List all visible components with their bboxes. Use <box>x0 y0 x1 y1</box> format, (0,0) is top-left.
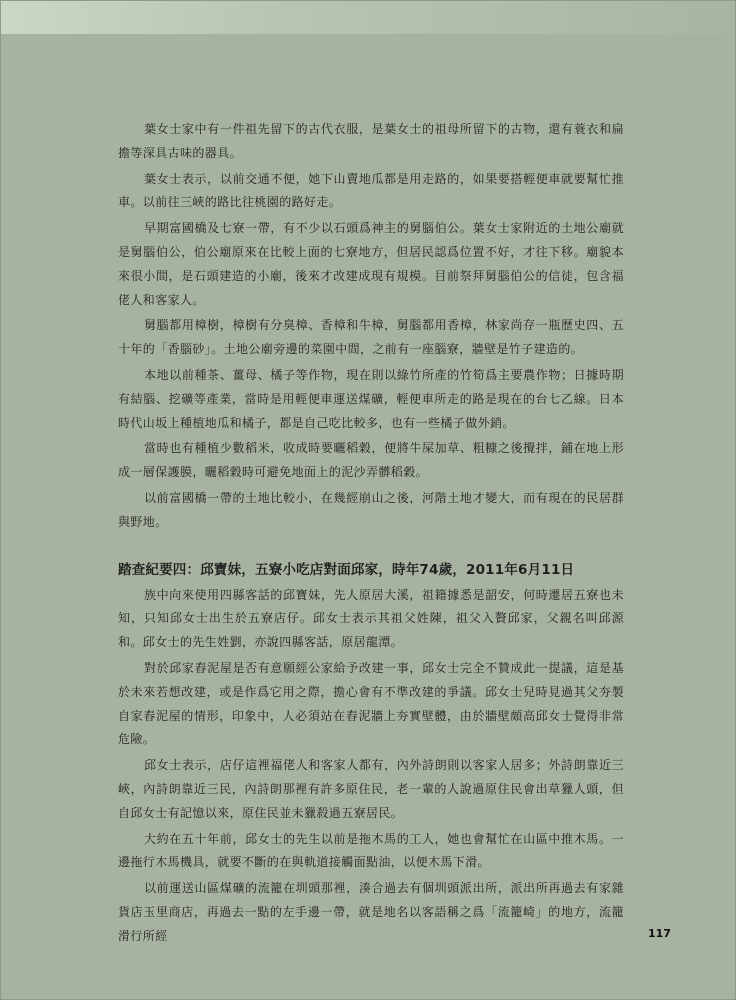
intro-paragraph-1: 葉女士家中有一件祖先留下的古代衣服，是葉女士的祖母所留下的古物，還有蓑衣和扁擔等深具古味的器具。 <box>118 122 624 160</box>
page-content <box>118 118 624 951</box>
section-paragraph-3: 邱女士表示，店仔這裡福佬人和客家人都有，內外詩朗則以客家人居多；外詩朗靠近三峽，內詩朗靠近三民，內詩朗那裡有許多原住民，老一輩的人說過原住民會出草獵人頭，但自邱女士有記憶以來，原住民並未獵殺過五寮居民。 <box>118 758 624 820</box>
intro-paragraph-4: 舅腦都用樟樹，樟樹有分臭樟、香樟和牛樟，舅腦都用香樟，林家尚存一瓶歷史四、五十年的「香腦砂」。土地公廟旁邊的菜園中間，之前有一座腦寮，牆壁是竹子建造的。 <box>118 318 624 357</box>
intro-paragraph-3: 早期富國橋及七寮一帶，有不少以石頭爲神主的舅腦伯公。葉女士家附近的土地公廟就是舅腦伯公，伯公廟原來在比較上面的七寮地方，但居民認爲位置不好，才往下移。廟貌本來很小間，是石頭建造的小廟，後來才改建成現有規模。目前祭拜舅腦伯公的信徒，包含福佬人和客家人。 <box>118 221 624 307</box>
section-paragraph-4: 大約在五十年前，邱女士的先生以前是拖木馬的工人，她也會幫忙在山區中推木馬。一邊拖行木馬機具，就要不斷的在與軌道接觸面點油，以便木馬下滑。 <box>118 831 624 870</box>
page-number: 117 <box>648 927 671 940</box>
intro-paragraph-2: 葉女士表示，以前交通不便，她下山賣地瓜都是用走路的，如果要搭輕便車就要幫忙推車。以前往三峽的路比往桃園的路好走。 <box>118 171 624 210</box>
section-paragraph-2: 對於邱家舂泥屋是否有意願經公家給予改建一事，邱女士完全不贊成此一提議，這是基於未來若想改建，或是作爲它用之際，擔心會有不準改建的爭議。邱女士兒時見過其父夯製自家舂泥屋的情形，印象中，人必須站在舂泥牆上夯實壁體，由於牆壁頗高邱女士覺得非常危險。 <box>118 660 624 747</box>
intro-paragraph-5: 本地以前種茶、薑母、橘子等作物，現在則以綠竹所產的竹筍爲主要農作物；日據時期有結腦、挖礦等產業，當時是用輕便車運送煤礦，輕便車所走的路是現在的台七乙線。日本時代山坂上種植地瓜和橘子，都是自己吃比較多，也有一些橘子做外銷。 <box>118 367 624 430</box>
section-title: 踏查紀要四：邱寶妹，五寮小吃店對面邱家，時年74歲，2011年6月11日 <box>118 561 575 578</box>
section-paragraph-1: 族中向來使用四縣客話的邱寶妹，先人原居大溪，祖籍據悉是韶安，何時遷居五寮也未知，只知邱女士出生於五寮店仔。邱女士表示其祖父姓陳，祖父入贅邱家，父親名叫邱源和。邱女士的先生姓劉，亦說四縣客話，原居龍潭。 <box>118 587 624 650</box>
section-paragraph-5: 以前運送山區煤礦的流籠在圳頭那裡，湊合過去有個圳頭派出所，派出所再過去有家雜貨店玉里商店，再過去一點的左手邊一帶，就是地名以客語稱之爲「流籠崎」的地方，流籠滑行所經 <box>118 881 624 943</box>
intro-paragraph-6: 當時也有種植少數稻米，收成時要曬稻穀，便將牛屎加草、粗糠之後攪拌，鋪在地上形成一層保護膜，曬稻穀時可避免地面上的泥沙弄髒稻穀。 <box>118 441 624 480</box>
intro-paragraph-7: 以前富國橋一帶的土地比較小，在幾經崩山之後，河階土地才變大，而有現在的民居群與野地。 <box>118 490 624 529</box>
